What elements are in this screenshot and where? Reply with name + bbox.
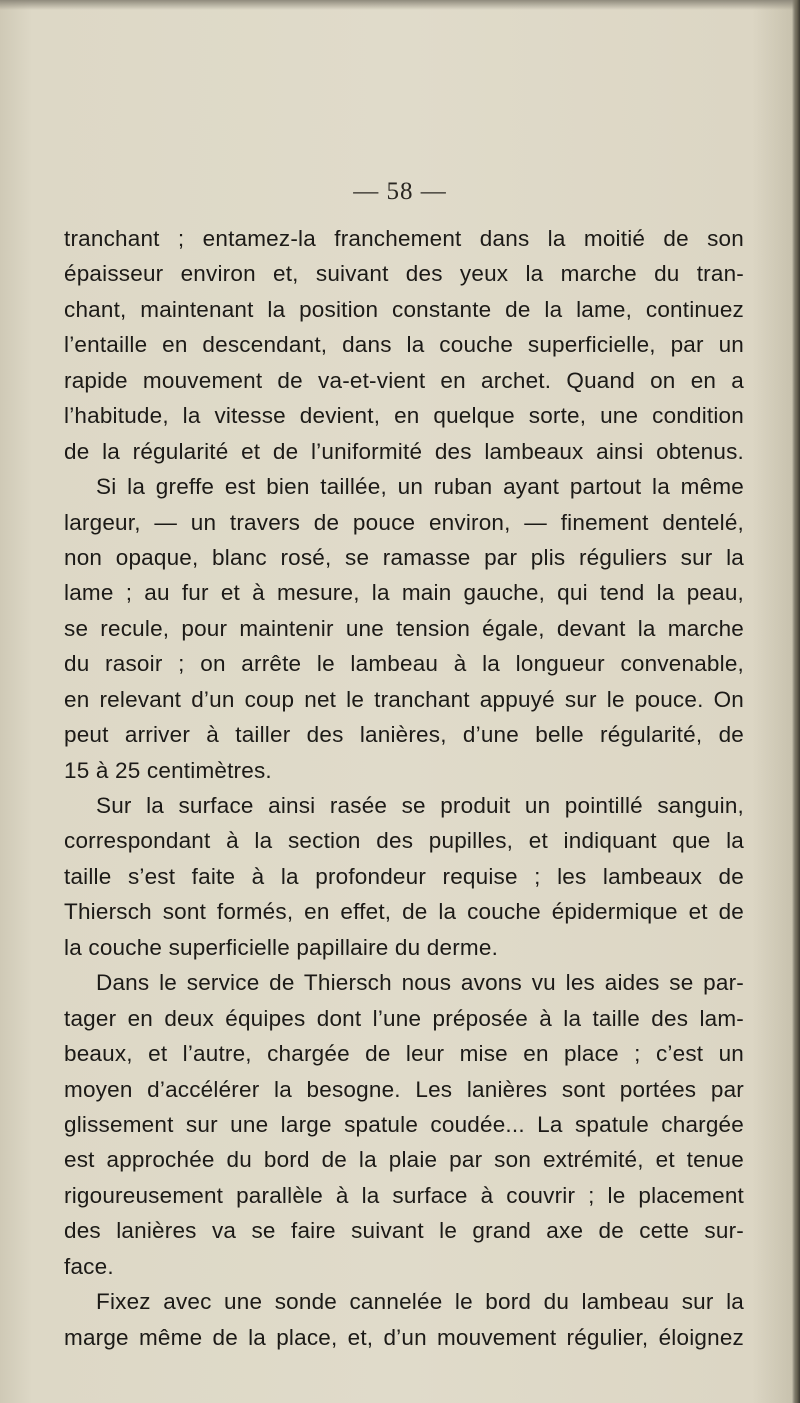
text-line: moyen d’accélérer la besogne. Les lanières sont portées par [64, 1076, 744, 1102]
text-line: tranchant ; entamez-la franchement dans la moitié de son [64, 226, 744, 251]
text-line: des lanières va se faire suivant le grand axe de cette sur- [64, 1218, 744, 1244]
text-line: beaux, et l’autre, chargée de leur mise en place ; c’est un [64, 1041, 744, 1067]
text-line: taille s’est faite à la profondeur requise ; les lambeaux de [64, 863, 744, 889]
page-top-shadow [0, 0, 800, 10]
text-line: Thiersch sont formés, en effet, de la couche épidermique et de [64, 899, 744, 925]
text-line: peut arriver à tailler des lanières, d’une belle régularité, de [64, 722, 744, 748]
text-line: se recule, pour maintenir une tension égale, devant la marche [64, 615, 744, 641]
text-line: du rasoir ; on arrête le lambeau à la longueur convenable, [64, 651, 744, 677]
text-line: lame ; au fur et à mesure, la main gauche, qui tend la peau, [64, 580, 744, 606]
text-line: Sur la surface ainsi rasée se produit un pointillé sanguin, [96, 793, 744, 818]
text-line: marge même de la place, et, d’un mouvement régulier, éloignez [64, 1324, 744, 1350]
text-line: en relevant d’un coup net le tranchant appuyé sur le pouce. On [64, 686, 744, 712]
text-line: Si la greffe est bien taillée, un ruban ayant partout la même [96, 474, 744, 500]
text-line: tager en deux équipes dont l’une préposée à la taille des lam- [64, 1005, 744, 1031]
text-line: Dans le service de Thiersch nous avons vu les aides se par- [96, 970, 744, 996]
page-number: — 58 — [353, 178, 447, 205]
body-text [64, 221, 744, 1355]
text-line: largeur, — un travers de pouce environ, — finement dentelé, [64, 509, 744, 535]
text-line: chant, maintenant la position constante de la lame, continuez [64, 296, 744, 322]
page-right-edge [792, 0, 800, 1403]
text-line: épaisseur environ et, suivant des yeux la marche du tran- [64, 261, 744, 287]
text-line: la couche superficielle papillaire du derme. [64, 934, 499, 960]
text-line: non opaque, blanc rosé, se ramasse par plis réguliers sur la [64, 544, 744, 570]
text-line: correspondant à la section des pupilles, et indiquant que la [64, 828, 744, 854]
text-line: l’entaille en descendant, dans la couche superficielle, par un [64, 332, 744, 358]
text-line: est approchée du bord de la plaie par son extrémité, et tenue [64, 1147, 744, 1173]
text-line: de la régularité et de l’uniformité des lambeaux ainsi obtenus. [64, 438, 744, 464]
text-line: 15 à 25 centimètres. [64, 757, 272, 783]
text-line: face. [64, 1253, 114, 1279]
text-line: Fixez avec une sonde cannelée le bord du lambeau sur la [96, 1289, 744, 1315]
text-line: l’habitude, la vitesse devient, en quelque sorte, une condition [64, 403, 744, 429]
text-line: glissement sur une large spatule coudée... La spatule chargée [64, 1111, 744, 1137]
text-line: rapide mouvement de va-et-vient en archet. Quand on en a [64, 367, 744, 393]
text-line: rigoureusement parallèle à la surface à couvrir ; le placement [64, 1182, 744, 1208]
